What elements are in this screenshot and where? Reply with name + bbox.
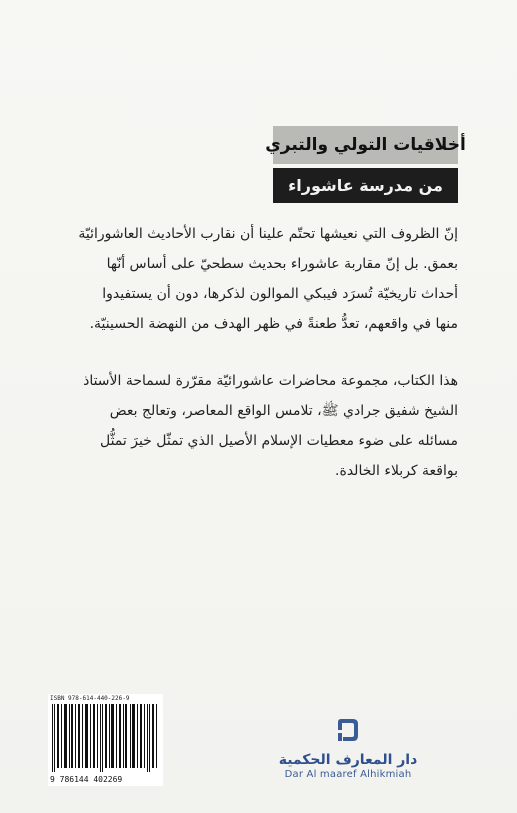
isbn-barcode bbox=[48, 694, 163, 786]
paragraph-line: مسائله على ضوء معطيات الإسلام الأصيل الذي تمثّل خيرَ تمثُّل bbox=[99, 433, 458, 449]
description-paragraph-1 bbox=[58, 219, 458, 339]
book-title: أخلاقيات التولي والتبري bbox=[273, 126, 458, 164]
publisher-logo-icon bbox=[335, 718, 361, 742]
paragraph-line: بواقعة كربلاء الخالدة. bbox=[335, 463, 458, 479]
paragraph-line: منها في واقعهم، تعدُّ طعنةً في ظهر الهدف من النهضة الحسينيّة. bbox=[89, 316, 458, 332]
paragraph-line: إنّ الظروف التي نعيشها تحتّم علينا أن نقارب الأحاديث العاشورائيّة bbox=[78, 226, 458, 242]
publisher-name-arabic: دار المعارف الحكمية bbox=[278, 752, 418, 768]
paragraph-line: هذا الكتاب، مجموعة محاضرات عاشورائيّة مقرّرة لسماحة الأستاذ bbox=[83, 373, 458, 389]
paragraph-line: أحداث تاريخيّة تُسرَد فيبكي الموالون لذكرها، دون أن يستفيدوا bbox=[102, 286, 458, 302]
barcode-icon bbox=[52, 704, 159, 772]
book-subtitle: من مدرسة عاشوراء bbox=[273, 168, 458, 203]
description-paragraph-2 bbox=[58, 366, 458, 486]
title-block bbox=[265, 126, 466, 203]
isbn-label: ISBN 978-614-440-226-9 bbox=[50, 695, 130, 702]
paragraph-line: الشيخ شفيق جرادي ﷺ، تلامس الواقع المعاصر، وتعالج بعض bbox=[109, 403, 458, 419]
publisher-name-latin: Dar Al maaref Alhikmiah bbox=[284, 769, 412, 780]
publisher-block bbox=[273, 718, 423, 780]
isbn-number: 9 786144 402269 bbox=[50, 775, 123, 784]
paragraph-line: بعمق. بل إنّ مقاربة عاشوراء بحديث سطحيّ على أساس أنّها bbox=[106, 256, 458, 272]
